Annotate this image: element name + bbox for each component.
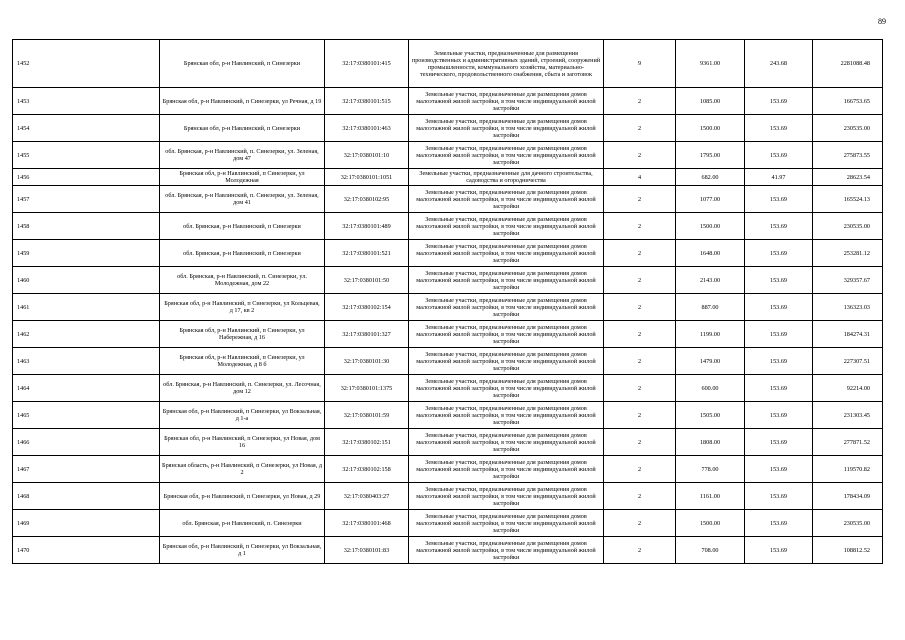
area-cell: 1077.00: [676, 186, 745, 213]
address-cell: обл. Брянская, р-н Навлинский, п Синезерки: [160, 213, 325, 240]
cadastral-number-cell: 32:17:0380101:415: [325, 40, 409, 88]
cadastral-number-cell: 32:17:0380102:154: [325, 294, 409, 321]
specific-value-cell: 153.69: [745, 213, 813, 240]
land-use-type-cell: Земельные участки, предназначенные для размещения домов малоэтажной жилой застройки, в том числе индивидуальной жилой застройки: [409, 456, 604, 483]
land-use-type-cell: Земельные участки, предназначенные для дачного строительства, садоводства и огородничества: [409, 169, 604, 186]
specific-value-cell: 153.69: [745, 537, 813, 564]
cadastral-value-cell: 136323.03: [813, 294, 883, 321]
row-number: 1466: [13, 429, 160, 456]
area-cell: 1808.00: [676, 429, 745, 456]
group-cell: 2: [604, 142, 676, 169]
area-cell: 1795.00: [676, 142, 745, 169]
cadastral-number-cell: 32:17:0380102:151: [325, 429, 409, 456]
address-cell: обл. Брянская, р-н Навлинский, п. Синезерки, ул. Зеленая, дом 41: [160, 186, 325, 213]
group-cell: 9: [604, 40, 676, 88]
specific-value-cell: 153.69: [745, 456, 813, 483]
group-cell: 2: [604, 510, 676, 537]
cadastral-number-cell: 32:17:0380102:95: [325, 186, 409, 213]
land-use-type-cell: Земельные участки, предназначенные для размещения домов малоэтажной жилой застройки, в том числе индивидуальной жилой застройки: [409, 321, 604, 348]
specific-value-cell: 153.69: [745, 88, 813, 115]
area-cell: 1500.00: [676, 213, 745, 240]
cadastral-value-cell: 230535.00: [813, 213, 883, 240]
cadastral-value-cell: 2281088.48: [813, 40, 883, 88]
specific-value-cell: 153.69: [745, 510, 813, 537]
row-number: 1470: [13, 537, 160, 564]
land-use-type-cell: Земельные участки, предназначенные для размещения домов малоэтажной жилой застройки, в том числе индивидуальной жилой застройки: [409, 483, 604, 510]
row-number: 1465: [13, 402, 160, 429]
group-cell: 2: [604, 429, 676, 456]
group-cell: 4: [604, 169, 676, 186]
cadastral-value-cell: 184274.31: [813, 321, 883, 348]
table-row: [13, 348, 883, 375]
land-use-type-cell: Земельные участки, предназначенные для размещения домов малоэтажной жилой застройки, в том числе индивидуальной жилой застройки: [409, 115, 604, 142]
table-row: [13, 483, 883, 510]
cadastral-value-cell: 231303.45: [813, 402, 883, 429]
table-row: [13, 510, 883, 537]
cadastral-number-cell: 32:17:0380101:1051: [325, 169, 409, 186]
group-cell: 2: [604, 186, 676, 213]
address-cell: обл. Брянская, р-н Навлинский, п. Синезерки, ул. Зеленая, дом 47: [160, 142, 325, 169]
area-cell: 887.00: [676, 294, 745, 321]
table-row: [13, 294, 883, 321]
specific-value-cell: 153.69: [745, 375, 813, 402]
cadastral-number-cell: 32:17:0380102:158: [325, 456, 409, 483]
cadastral-value-cell: 92214.00: [813, 375, 883, 402]
area-cell: 1505.00: [676, 402, 745, 429]
cadastral-value-cell: 230535.00: [813, 115, 883, 142]
land-use-type-cell: Земельные участки, предназначенные для размещения домов малоэтажной жилой застройки, в том числе индивидуальной жилой застройки: [409, 267, 604, 294]
cadastral-number-cell: 32:17:0380101:489: [325, 213, 409, 240]
specific-value-cell: 153.69: [745, 402, 813, 429]
cadastral-number-cell: 32:17:0380101:463: [325, 115, 409, 142]
land-use-type-cell: Земельные участки, предназначенные для размещения домов малоэтажной жилой застройки, в том числе индивидуальной жилой застройки: [409, 294, 604, 321]
cadastral-value-cell: 166753.65: [813, 88, 883, 115]
land-use-type-cell: Земельные участки, предназначенные для размещения домов малоэтажной жилой застройки, в том числе индивидуальной жилой застройки: [409, 88, 604, 115]
address-cell: Брянская обл, р-н Навлинский, п Синезерки, ул Речная, д 19: [160, 88, 325, 115]
area-cell: 1161.00: [676, 483, 745, 510]
cadastral-number-cell: 32:17:0380101:515: [325, 88, 409, 115]
table-row: [13, 267, 883, 294]
area-cell: 778.00: [676, 456, 745, 483]
row-number: 1463: [13, 348, 160, 375]
area-cell: 9361.00: [676, 40, 745, 88]
group-cell: 2: [604, 537, 676, 564]
table-row: [13, 88, 883, 115]
group-cell: 2: [604, 88, 676, 115]
cadastral-value-cell: 119570.82: [813, 456, 883, 483]
row-number: 1468: [13, 483, 160, 510]
table-row: [13, 115, 883, 142]
cadastral-value-cell: 253281.12: [813, 240, 883, 267]
group-cell: 2: [604, 115, 676, 142]
area-cell: 2143.00: [676, 267, 745, 294]
cadastral-number-cell: 32:17:0380101:1375: [325, 375, 409, 402]
group-cell: 2: [604, 213, 676, 240]
land-use-type-cell: Земельные участки, предназначенные для размещения производственных и административных зданий, строений, сооружений промышленности, коммунального хозяйства, материально-технического, продовольственного снабжения, сбыта и заготовок: [409, 40, 604, 88]
address-cell: Брянская область, р-н Навлинский, п Синезерки, ул Новая, д 2: [160, 456, 325, 483]
cadastral-value-cell: 329357.67: [813, 267, 883, 294]
address-cell: Брянская обл, р-н Навлинский, п Синезерки, ул Новая, д 29: [160, 483, 325, 510]
land-use-type-cell: Земельные участки, предназначенные для размещения домов малоэтажной жилой застройки, в том числе индивидуальной жилой застройки: [409, 213, 604, 240]
area-cell: 1479.00: [676, 348, 745, 375]
cadastral-number-cell: 32:17:0380101:30: [325, 348, 409, 375]
row-number: 1457: [13, 186, 160, 213]
cadastral-value-cell: 227307.51: [813, 348, 883, 375]
group-cell: 2: [604, 348, 676, 375]
cadastral-number-cell: 32:17:0380101:327: [325, 321, 409, 348]
land-use-type-cell: Земельные участки, предназначенные для размещения домов малоэтажной жилой застройки, в том числе индивидуальной жилой застройки: [409, 429, 604, 456]
cadastral-number-cell: 32:17:0380403:27: [325, 483, 409, 510]
specific-value-cell: 153.69: [745, 294, 813, 321]
specific-value-cell: 243.68: [745, 40, 813, 88]
area-cell: 1648.00: [676, 240, 745, 267]
area-cell: 708.00: [676, 537, 745, 564]
land-use-type-cell: Земельные участки, предназначенные для размещения домов малоэтажной жилой застройки, в том числе индивидуальной жилой застройки: [409, 186, 604, 213]
cadastral-value-cell: 108812.52: [813, 537, 883, 564]
land-use-type-cell: Земельные участки, предназначенные для размещения домов малоэтажной жилой застройки, в том числе индивидуальной жилой застройки: [409, 375, 604, 402]
land-use-type-cell: Земельные участки, предназначенные для размещения домов малоэтажной жилой застройки, в том числе индивидуальной жилой застройки: [409, 240, 604, 267]
table-row: [13, 429, 883, 456]
specific-value-cell: 153.69: [745, 321, 813, 348]
table-row: [13, 375, 883, 402]
table-row: [13, 142, 883, 169]
group-cell: 2: [604, 240, 676, 267]
cadastral-number-cell: 32:17:0380101:10: [325, 142, 409, 169]
table-row: [13, 240, 883, 267]
group-cell: 2: [604, 483, 676, 510]
row-number: 1455: [13, 142, 160, 169]
land-use-type-cell: Земельные участки, предназначенные для размещения домов малоэтажной жилой застройки, в том числе индивидуальной жилой застройки: [409, 142, 604, 169]
table-body: [13, 40, 883, 564]
land-registry-table: [12, 39, 883, 564]
specific-value-cell: 153.69: [745, 267, 813, 294]
row-number: 1453: [13, 88, 160, 115]
specific-value-cell: 153.69: [745, 142, 813, 169]
cadastral-value-cell: 275873.55: [813, 142, 883, 169]
row-number: 1459: [13, 240, 160, 267]
cadastral-value-cell: 165524.13: [813, 186, 883, 213]
land-use-type-cell: Земельные участки, предназначенные для размещения домов малоэтажной жилой застройки, в том числе индивидуальной жилой застройки: [409, 348, 604, 375]
row-number: 1461: [13, 294, 160, 321]
group-cell: 2: [604, 294, 676, 321]
group-cell: 2: [604, 402, 676, 429]
cadastral-value-cell: 277871.52: [813, 429, 883, 456]
row-number: 1464: [13, 375, 160, 402]
specific-value-cell: 153.69: [745, 115, 813, 142]
row-number: 1467: [13, 456, 160, 483]
area-cell: 1500.00: [676, 510, 745, 537]
table-row: [13, 537, 883, 564]
land-use-type-cell: Земельные участки, предназначенные для размещения домов малоэтажной жилой застройки, в том числе индивидуальной жилой застройки: [409, 402, 604, 429]
page-number: 89: [878, 17, 886, 26]
cadastral-value-cell: 28623.54: [813, 169, 883, 186]
address-cell: обл. Брянская, р-н Навлинский, п Синезерки: [160, 240, 325, 267]
address-cell: обл. Брянская, р-н Навлинский, п. Синезерки, ул. Лесочная, дом 12: [160, 375, 325, 402]
area-cell: 1199.00: [676, 321, 745, 348]
specific-value-cell: 153.69: [745, 429, 813, 456]
group-cell: 2: [604, 321, 676, 348]
address-cell: Брянская обл, р-н Навлинский, п Синезерки, ул Вокзальная, д 1: [160, 537, 325, 564]
row-number: 1462: [13, 321, 160, 348]
specific-value-cell: 153.69: [745, 348, 813, 375]
address-cell: Брянская обл, р-н Навлинский, п Синезерки, ул Вокзальная, д 1-а: [160, 402, 325, 429]
cadastral-value-cell: 230535.00: [813, 510, 883, 537]
row-number: 1460: [13, 267, 160, 294]
specific-value-cell: 153.69: [745, 186, 813, 213]
area-cell: 600.00: [676, 375, 745, 402]
cadastral-number-cell: 32:17:0380101:59: [325, 402, 409, 429]
group-cell: 2: [604, 456, 676, 483]
table-row: [13, 186, 883, 213]
area-cell: 1085.00: [676, 88, 745, 115]
address-cell: обл. Брянская, р-н Навлинский, п. Синезерки, ул. Молодежная, дом 22: [160, 267, 325, 294]
specific-value-cell: 41.97: [745, 169, 813, 186]
address-cell: Брянская обл, р-н Навлинский, п Синезерки, ул Кольцевая, д 17, кв 2: [160, 294, 325, 321]
row-number: 1469: [13, 510, 160, 537]
row-number: 1454: [13, 115, 160, 142]
table-row: [13, 169, 883, 186]
address-cell: Брянская обл, р-н Навлинский, п Синезерки: [160, 115, 325, 142]
land-use-type-cell: Земельные участки, предназначенные для размещения домов малоэтажной жилой застройки, в том числе индивидуальной жилой застройки: [409, 510, 604, 537]
table-row: [13, 40, 883, 88]
table-row: [13, 402, 883, 429]
address-cell: Брянская обл, р-н Навлинский, п Синезерки, ул Молодежная, д 8 б: [160, 348, 325, 375]
table-row: [13, 213, 883, 240]
address-cell: Брянская обл, р-н Навлинский, п Синезерки, ул Набережная, д 16: [160, 321, 325, 348]
cadastral-number-cell: 32:17:0380101:468: [325, 510, 409, 537]
cadastral-value-cell: 178434.09: [813, 483, 883, 510]
row-number: 1452: [13, 40, 160, 88]
address-cell: обл. Брянская, р-н Навлинский, п. Синезерки: [160, 510, 325, 537]
row-number: 1458: [13, 213, 160, 240]
cadastral-number-cell: 32:17:0380101:50: [325, 267, 409, 294]
address-cell: Брянская обл, р-н Навлинский, п Синезерки, ул Молодежная: [160, 169, 325, 186]
area-cell: 682.00: [676, 169, 745, 186]
row-number: 1456: [13, 169, 160, 186]
group-cell: 2: [604, 375, 676, 402]
area-cell: 1500.00: [676, 115, 745, 142]
land-use-type-cell: Земельные участки, предназначенные для размещения домов малоэтажной жилой застройки, в том числе индивидуальной жилой застройки: [409, 537, 604, 564]
address-cell: Брянская обл, р-н Навлинский, п Синезерки: [160, 40, 325, 88]
table-row: [13, 456, 883, 483]
specific-value-cell: 153.69: [745, 483, 813, 510]
specific-value-cell: 153.69: [745, 240, 813, 267]
address-cell: Брянская обл, р-н Навлинский, п Синезерки, ул Новая, дом 16: [160, 429, 325, 456]
cadastral-number-cell: 32:17:0380101:521: [325, 240, 409, 267]
table-row: [13, 321, 883, 348]
group-cell: 2: [604, 267, 676, 294]
cadastral-number-cell: 32:17:0380101:83: [325, 537, 409, 564]
